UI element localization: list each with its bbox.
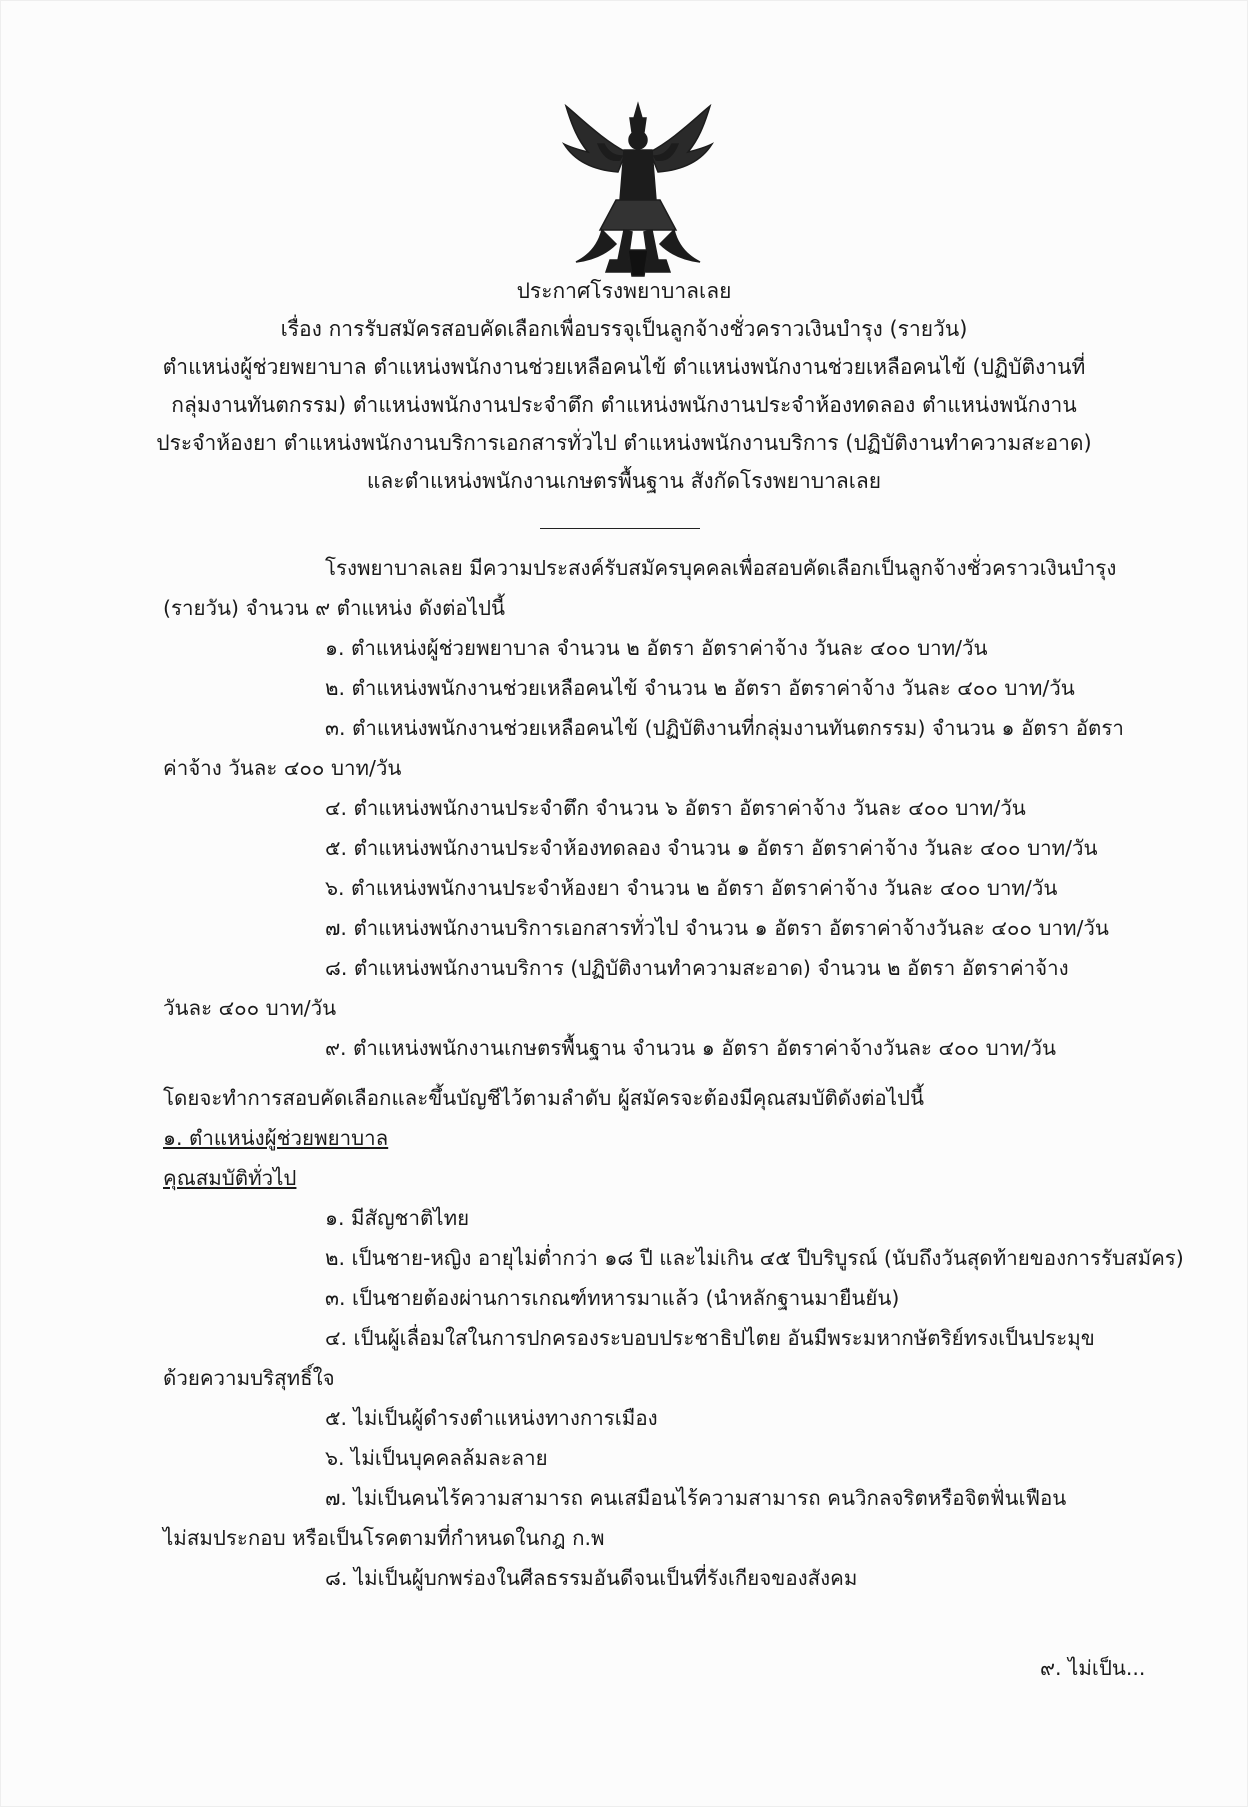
position-item-8: ๘. ตำแหน่งพนักงานบริการ (ปฏิบัติงานทำความสะอาด) จำนวน ๒ อัตรา อัตราค่าจ้าง bbox=[325, 956, 1069, 980]
announcement-positions-line-3: ประจำห้องยา ตำแหน่งพนักงานบริการเอกสารทั่วไป ตำแหน่งพนักงานบริการ (ปฏิบัติงานทำความสะอาด) bbox=[156, 431, 1092, 455]
qualification-item-4-cont: ด้วยความบริสุทธิ์ใจ bbox=[163, 1366, 335, 1390]
position-item-3: ๓. ตำแหน่งพนักงานช่วยเหลือคนไข้ (ปฏิบัติงานที่กลุ่มงานทันตกรรม) จำนวน ๑ อัตรา อัตรา bbox=[325, 716, 1124, 740]
position-item-5: ๕. ตำแหน่งพนักงานประจำห้องทดลอง จำนวน ๑ อัตรา อัตราค่าจ้าง วันละ ๔๐๐ บาท/วัน bbox=[325, 836, 1098, 860]
position-item-9: ๙. ตำแหน่งพนักงานเกษตรพื้นฐาน จำนวน ๑ อัตรา อัตราค่าจ้างวันละ ๔๐๐ บาท/วัน bbox=[325, 1036, 1057, 1060]
qualification-item-3: ๓. เป็นชายต้องผ่านการเกณฑ์ทหารมาแล้ว (นำหลักฐานมายืนยัน) bbox=[325, 1286, 900, 1310]
qualification-item-4: ๔. เป็นผู้เลื่อมใสในการปกครองระบอบประชาธิปไตย อันมีพระมหากษัตริย์ทรงเป็นประมุข bbox=[325, 1326, 1095, 1350]
qualification-item-5: ๕. ไม่เป็นผู้ดำรงตำแหน่งทางการเมือง bbox=[325, 1406, 658, 1430]
announcement-subject: เรื่อง การรับสมัครสอบคัดเลือกเพื่อบรรจุเป็นลูกจ้างชั่วคราวเงินบำรุง (รายวัน) bbox=[280, 317, 968, 341]
qualification-item-2: ๒. เป็นชาย-หญิง อายุไม่ต่ำกว่า ๑๘ ปี และไม่เกิน ๔๕ ปีบริบูรณ์ (นับถึงวันสุดท้ายของการรับสมัคร) bbox=[325, 1246, 1184, 1270]
qualification-item-6: ๖. ไม่เป็นบุคคลล้มละลาย bbox=[325, 1446, 548, 1470]
continuation-note: ๙. ไม่เป็น... bbox=[1040, 1656, 1146, 1680]
qualification-item-8: ๘. ไม่เป็นผู้บกพร่องในศีลธรรมอันดีจนเป็นที่รังเกียจของสังคม bbox=[325, 1566, 858, 1590]
selection-note: โดยจะทำการสอบคัดเลือกและขึ้นบัญชีไว้ตามลำดับ ผู้สมัครจะต้องมีคุณสมบัติดังต่อไปนี้ bbox=[163, 1086, 925, 1110]
intro-line-1: โรงพยาบาลเลย มีความประสงค์รับสมัครบุคคลเพื่อสอบคัดเลือกเป็นลูกจ้างชั่วคราวเงินบำรุง bbox=[325, 556, 1117, 580]
position-item-8-cont: วันละ ๔๐๐ บาท/วัน bbox=[163, 996, 337, 1020]
position-item-4: ๔. ตำแหน่งพนักงานประจำตึก จำนวน ๖ อัตรา อัตราค่าจ้าง วันละ ๔๐๐ บาท/วัน bbox=[325, 796, 1026, 820]
position-item-6: ๖. ตำแหน่งพนักงานประจำห้องยา จำนวน ๒ อัตรา อัตราค่าจ้าง วันละ ๔๐๐ บาท/วัน bbox=[325, 876, 1058, 900]
garuda-emblem-icon bbox=[558, 100, 718, 280]
qualification-item-7: ๗. ไม่เป็นคนไร้ความสามารถ คนเสมือนไร้ความสามารถ คนวิกลจริตหรือจิตฟั่นเฟือน bbox=[325, 1486, 1067, 1510]
document-body bbox=[163, 548, 1184, 1598]
position-item-2: ๒. ตำแหน่งพนักงานช่วยเหลือคนไข้ จำนวน ๒ อัตรา อัตราค่าจ้าง วันละ ๔๐๐ บาท/วัน bbox=[325, 676, 1075, 700]
announcement-positions-line-2: กลุ่มงานทันตกรรม) ตำแหน่งพนักงานประจำตึก ตำแหน่งพนักงานประจำห้องทดลอง ตำแหน่งพนักงาน bbox=[171, 393, 1077, 417]
intro-line-2: (รายวัน) จำนวน ๙ ตำแหน่ง ดังต่อไปนี้ bbox=[163, 596, 506, 620]
section-1-subheading: คุณสมบัติทั่วไป bbox=[163, 1166, 297, 1190]
position-item-1: ๑. ตำแหน่งผู้ช่วยพยาบาล จำนวน ๒ อัตรา อัตราค่าจ้าง วันละ ๔๐๐ บาท/วัน bbox=[325, 636, 988, 660]
position-item-7: ๗. ตำแหน่งพนักงานบริการเอกสารทั่วไป จำนวน ๑ อัตรา อัตราค่าจ้างวันละ ๔๐๐ บาท/วัน bbox=[325, 916, 1109, 940]
announcement-header bbox=[150, 272, 1098, 500]
qualification-item-1: ๑. มีสัญชาติไทย bbox=[325, 1206, 470, 1230]
announcement-positions-line-4: และตำแหน่งพนักงานเกษตรพื้นฐาน สังกัดโรงพยาบาลเลย bbox=[366, 469, 882, 493]
header-divider bbox=[540, 528, 700, 529]
announcement-issuer: ประกาศโรงพยาบาลเลย bbox=[516, 279, 732, 303]
announcement-positions-line-1: ตำแหน่งผู้ช่วยพยาบาล ตำแหน่งพนักงานช่วยเหลือคนไข้ ตำแหน่งพนักงานช่วยเหลือคนไข้ (ปฏิบัติงานที่ bbox=[162, 355, 1086, 379]
qualification-item-7-cont: ไม่สมประกอบ หรือเป็นโรคตามที่กำหนดในกฎ ก.พ bbox=[163, 1526, 605, 1550]
section-1-heading: ๑. ตำแหน่งผู้ช่วยพยาบาล bbox=[163, 1126, 389, 1150]
position-item-3-cont: ค่าจ้าง วันละ ๔๐๐ บาท/วัน bbox=[163, 756, 402, 780]
